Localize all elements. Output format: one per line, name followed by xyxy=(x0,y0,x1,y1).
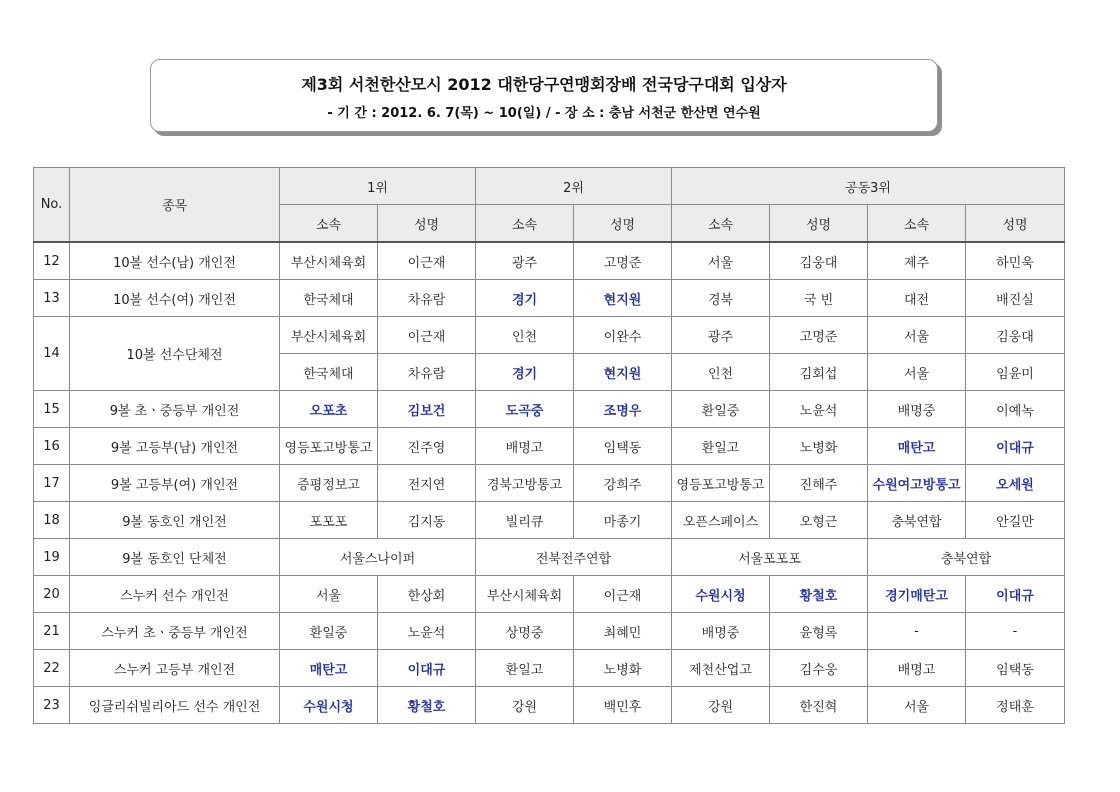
affiliation-cell: 빌리큐 xyxy=(476,502,574,539)
header-name: 성명 xyxy=(966,205,1065,243)
affiliation-cell: 부산시체육회 xyxy=(280,242,378,280)
table-row xyxy=(34,391,1065,428)
event-name: 스누커 선수 개인전 xyxy=(70,576,280,613)
player-name-cell: 한상회 xyxy=(378,576,476,613)
player-name-cell: 안길만 xyxy=(966,502,1065,539)
player-name-cell: 한진혁 xyxy=(770,687,868,724)
affiliation-cell: 배명고 xyxy=(476,428,574,465)
player-name-cell: 김수웅 xyxy=(770,650,868,687)
row-number: 22 xyxy=(34,650,70,687)
affiliation-cell: 환일고 xyxy=(672,428,770,465)
affiliation-cell: 도곡중 xyxy=(476,391,574,428)
affiliation-cell: 매탄고 xyxy=(280,650,378,687)
player-name-cell: 노병화 xyxy=(770,428,868,465)
player-name-cell: 노병화 xyxy=(574,650,672,687)
affiliation-cell: 환일중 xyxy=(280,613,378,650)
player-name-cell: 황철호 xyxy=(378,687,476,724)
affiliation-cell: 수원시청 xyxy=(280,687,378,724)
player-name-cell: 하민욱 xyxy=(966,242,1065,280)
affiliation-cell: 한국체대 xyxy=(280,354,378,391)
affiliation-cell: 경북 xyxy=(672,280,770,317)
affiliation-cell: 경기매탄고 xyxy=(868,576,966,613)
player-name-cell: - xyxy=(966,613,1065,650)
event-name: 10볼 선수(여) 개인전 xyxy=(70,280,280,317)
affiliation-cell: 충북연합 xyxy=(868,502,966,539)
player-name-cell: 노윤석 xyxy=(378,613,476,650)
affiliation-cell: 증평정보고 xyxy=(280,465,378,502)
player-name-cell: 이완수 xyxy=(574,317,672,354)
affiliation-cell: 배명중 xyxy=(868,391,966,428)
row-number: 23 xyxy=(34,687,70,724)
team-cell: 서울포포포 xyxy=(672,539,868,576)
affiliation-cell: 서울 xyxy=(868,317,966,354)
player-name-cell: 이대규 xyxy=(378,650,476,687)
table-row xyxy=(34,280,1065,317)
player-name-cell: 김웅대 xyxy=(966,317,1065,354)
player-name-cell: 이근재 xyxy=(574,576,672,613)
event-name: 스누커 고등부 개인전 xyxy=(70,650,280,687)
event-name: 잉글리쉬빌리아드 선수 개인전 xyxy=(70,687,280,724)
header-affil: 소속 xyxy=(476,205,574,243)
player-name-cell: 황철호 xyxy=(770,576,868,613)
player-name-cell: 강희주 xyxy=(574,465,672,502)
results-table xyxy=(33,167,1065,724)
header-no: No. xyxy=(34,168,70,243)
player-name-cell: 이근재 xyxy=(378,317,476,354)
player-name-cell: 전지연 xyxy=(378,465,476,502)
page-subtitle: - 기 간 : 2012. 6. 7(목) ~ 10(일) / - 장 소 : 충남 서천군 한산면 연수원 xyxy=(327,106,761,121)
affiliation-cell: 서울 xyxy=(672,242,770,280)
player-name-cell: 김회섭 xyxy=(770,354,868,391)
affiliation-cell: 대전 xyxy=(868,280,966,317)
player-name-cell: 고명준 xyxy=(574,242,672,280)
row-number: 21 xyxy=(34,613,70,650)
player-name-cell: 국 빈 xyxy=(770,280,868,317)
row-number: 16 xyxy=(34,428,70,465)
table-row xyxy=(34,687,1065,724)
header-name: 성명 xyxy=(770,205,868,243)
event-name: 9볼 동호인 단체전 xyxy=(70,539,280,576)
player-name-cell: 배진실 xyxy=(966,280,1065,317)
affiliation-cell: 제주 xyxy=(868,242,966,280)
player-name-cell: 이대규 xyxy=(966,428,1065,465)
event-name: 10볼 선수단체전 xyxy=(70,317,280,391)
player-name-cell: 이예녹 xyxy=(966,391,1065,428)
player-name-cell: 이대규 xyxy=(966,576,1065,613)
table-row xyxy=(34,242,1065,280)
page-title: 제3회 서천한산모시 2012 대한당구연맹회장배 전국당구대회 입상자 xyxy=(301,75,787,94)
header-second: 2위 xyxy=(476,168,672,205)
row-number: 14 xyxy=(34,317,70,391)
affiliation-cell: 오포초 xyxy=(280,391,378,428)
header-first: 1위 xyxy=(280,168,476,205)
event-name: 9볼 고등부(여) 개인전 xyxy=(70,465,280,502)
table-row xyxy=(34,317,1065,354)
row-number: 15 xyxy=(34,391,70,428)
affiliation-cell: 영등포고방통고 xyxy=(672,465,770,502)
header-affil: 소속 xyxy=(672,205,770,243)
affiliation-cell: 경기 xyxy=(476,354,574,391)
affiliation-cell: 한국체대 xyxy=(280,280,378,317)
player-name-cell: 마종기 xyxy=(574,502,672,539)
affiliation-cell: 인천 xyxy=(476,317,574,354)
player-name-cell: 진주영 xyxy=(378,428,476,465)
affiliation-cell: 배명고 xyxy=(868,650,966,687)
affiliation-cell: 포포포 xyxy=(280,502,378,539)
header-affil: 소속 xyxy=(280,205,378,243)
row-number: 18 xyxy=(34,502,70,539)
event-name: 10볼 선수(남) 개인전 xyxy=(70,242,280,280)
event-name: 9볼 고등부(남) 개인전 xyxy=(70,428,280,465)
affiliation-cell: 수원시청 xyxy=(672,576,770,613)
header-name: 성명 xyxy=(574,205,672,243)
affiliation-cell: 제천산업고 xyxy=(672,650,770,687)
player-name-cell: 임택동 xyxy=(966,650,1065,687)
team-cell: 전북전주연합 xyxy=(476,539,672,576)
affiliation-cell: 경북고방통고 xyxy=(476,465,574,502)
affiliation-cell: - xyxy=(868,613,966,650)
table-row xyxy=(34,539,1065,576)
player-name-cell: 차유람 xyxy=(378,354,476,391)
player-name-cell: 차유람 xyxy=(378,280,476,317)
row-number: 12 xyxy=(34,242,70,280)
table-row xyxy=(34,650,1065,687)
team-cell: 서울스나이퍼 xyxy=(280,539,476,576)
affiliation-cell: 서울 xyxy=(280,576,378,613)
event-name: 스누커 초ㆍ중등부 개인전 xyxy=(70,613,280,650)
results-body xyxy=(34,242,1065,724)
player-name-cell: 오형근 xyxy=(770,502,868,539)
affiliation-cell: 매탄고 xyxy=(868,428,966,465)
row-number: 19 xyxy=(34,539,70,576)
affiliation-cell: 배명중 xyxy=(672,613,770,650)
player-name-cell: 오세원 xyxy=(966,465,1065,502)
player-name-cell: 현지원 xyxy=(574,354,672,391)
affiliation-cell: 부산시체육회 xyxy=(280,317,378,354)
player-name-cell: 백민후 xyxy=(574,687,672,724)
player-name-cell: 김웅대 xyxy=(770,242,868,280)
affiliation-cell: 상명중 xyxy=(476,613,574,650)
affiliation-cell: 인천 xyxy=(672,354,770,391)
table-row xyxy=(34,502,1065,539)
affiliation-cell: 수원여고방통고 xyxy=(868,465,966,502)
table-row xyxy=(34,613,1065,650)
event-name: 9볼 초ㆍ중등부 개인전 xyxy=(70,391,280,428)
header-third: 공동3위 xyxy=(672,168,1065,205)
row-number: 13 xyxy=(34,280,70,317)
affiliation-cell: 오픈스페이스 xyxy=(672,502,770,539)
affiliation-cell: 서울 xyxy=(868,687,966,724)
header-affil: 소속 xyxy=(868,205,966,243)
affiliation-cell: 환일고 xyxy=(476,650,574,687)
affiliation-cell: 서울 xyxy=(868,354,966,391)
player-name-cell: 임택동 xyxy=(574,428,672,465)
title-box xyxy=(150,59,938,132)
affiliation-cell: 광주 xyxy=(476,242,574,280)
team-cell: 충북연합 xyxy=(868,539,1065,576)
affiliation-cell: 부산시체육회 xyxy=(476,576,574,613)
player-name-cell: 진해주 xyxy=(770,465,868,502)
player-name-cell: 노윤석 xyxy=(770,391,868,428)
affiliation-cell: 강원 xyxy=(476,687,574,724)
affiliation-cell: 영등포고방통고 xyxy=(280,428,378,465)
player-name-cell: 조명우 xyxy=(574,391,672,428)
event-name: 9볼 동호인 개인전 xyxy=(70,502,280,539)
table-row xyxy=(34,465,1065,502)
player-name-cell: 현지원 xyxy=(574,280,672,317)
player-name-cell: 김지동 xyxy=(378,502,476,539)
affiliation-cell: 경기 xyxy=(476,280,574,317)
header-event: 종목 xyxy=(70,168,280,243)
row-number: 20 xyxy=(34,576,70,613)
player-name-cell: 정태훈 xyxy=(966,687,1065,724)
affiliation-cell: 강원 xyxy=(672,687,770,724)
table-row xyxy=(34,576,1065,613)
affiliation-cell: 환일중 xyxy=(672,391,770,428)
table-row xyxy=(34,428,1065,465)
player-name-cell: 임윤미 xyxy=(966,354,1065,391)
player-name-cell: 윤형록 xyxy=(770,613,868,650)
player-name-cell: 최혜민 xyxy=(574,613,672,650)
player-name-cell: 고명준 xyxy=(770,317,868,354)
header-name: 성명 xyxy=(378,205,476,243)
affiliation-cell: 광주 xyxy=(672,317,770,354)
player-name-cell: 김보건 xyxy=(378,391,476,428)
row-number: 17 xyxy=(34,465,70,502)
player-name-cell: 이근재 xyxy=(378,242,476,280)
